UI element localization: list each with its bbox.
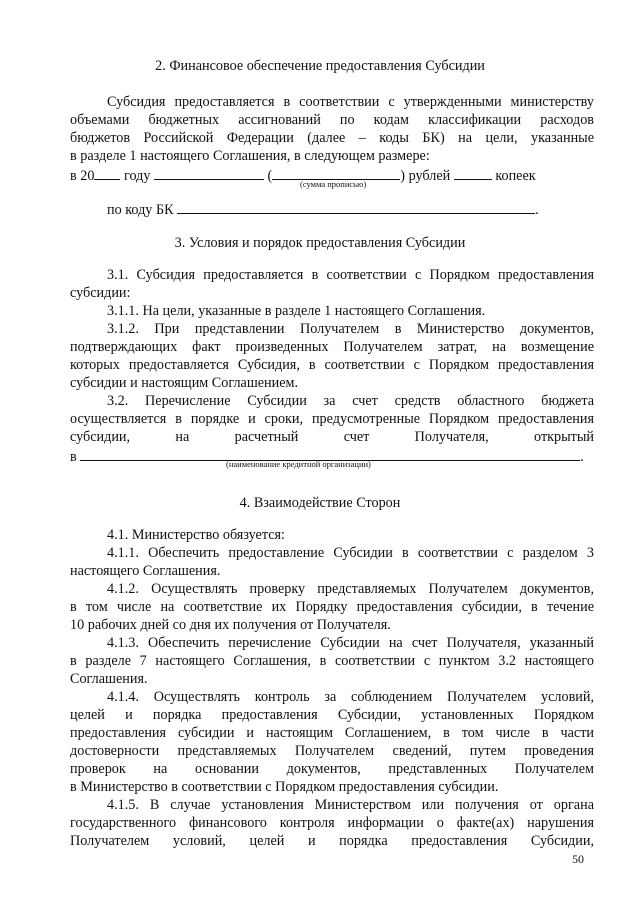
section-4-line-11: целей и порядка предоставления Субсидии, установленных Порядком xyxy=(70,707,594,723)
bank-name-note: (наименование кредитной организации) xyxy=(226,459,371,469)
section-4-line-15: в Министерство в соответствии с Порядком предоставления субсидии. xyxy=(70,779,499,795)
section-3-heading: 3. Условия и порядок предоставления Субсидии xyxy=(174,235,466,251)
amount-number-blank[interactable] xyxy=(154,165,264,180)
rub-word: рублей xyxy=(408,168,451,184)
section-4-line-17: государственного финансового контроля информации о факте(ах) нарушения xyxy=(70,815,594,831)
section-4-line-18: Получателем условий, целей и порядка предоставления Субсидии, xyxy=(70,833,594,849)
section-3-line-5: подтверждающих факт произведенных Получателем затрат, на возмещение xyxy=(70,339,594,355)
bank-line: в . xyxy=(70,446,594,466)
section-4-line-14: проверок на основании документов, представленных Получателем xyxy=(70,761,594,777)
section-4-line-13: достоверности представляемых Получателем сведений, путем проведения xyxy=(70,743,594,759)
section-3-line-9: осуществляется в порядке и сроки, предусмотренные Порядком предоставления xyxy=(70,411,594,427)
kopeck-blank[interactable] xyxy=(454,165,492,180)
section-4-line-10: 4.1.4. Осуществлять контроль за соблюдением Получателем условий, xyxy=(107,689,594,705)
section-2-line-3: бюджетов Российской Федерации (далее – коды БК) на цели, указанные xyxy=(70,130,594,146)
section-3-line-4: 3.1.2. При представлении Получателем в Министерство документов, xyxy=(107,321,594,337)
kop-word: копеек xyxy=(495,168,536,184)
section-4-line-8: в разделе 7 настоящего Соглашения, в соответствии с пунктом 3.2 настоящего xyxy=(70,653,594,669)
section-2-heading: 2. Финансовое обеспечение предоставления Субсидии xyxy=(155,58,485,74)
section-4-line-7: 4.1.3. Обеспечить перечисление Субсидии на счет Получателя, указанный xyxy=(107,635,594,651)
section-4-line-5: в том числе на соответствие их Порядку предоставления субсидии, в течение xyxy=(70,599,594,615)
section-3-line-10: субсидии, на расчетный счет Получателя, открытый xyxy=(70,429,594,445)
year-word: году xyxy=(123,168,151,184)
section-4-heading: 4. Взаимодействие Сторон xyxy=(239,495,401,511)
section-4-line-4: 4.1.2. Осуществлять проверку представляемых Получателем документов, xyxy=(107,581,594,597)
section-3-line-6: которых предоставляется Субсидия, в соответствии с Порядком предоставления xyxy=(70,357,594,373)
section-4-line-9: Соглашения. xyxy=(70,671,148,687)
section-4-line-1: 4.1. Министерство обязуется: xyxy=(107,527,285,543)
year-prefix: в 20 xyxy=(70,168,95,184)
section-3-line-1: 3.1. Субсидия предоставляется в соответствии с Порядком предоставления xyxy=(107,267,594,283)
year-blank[interactable] xyxy=(94,165,120,180)
section-4-line-6: 10 рабочих дней со дня их получения от Получателя. xyxy=(70,617,391,633)
section-4-line-16: 4.1.5. В случае установления Министерством или получения от органа xyxy=(107,797,594,813)
section-2-line-1: Субсидия предоставляется в соответствии с утвержденными министерству xyxy=(107,94,594,110)
page-number: 50 xyxy=(572,852,584,866)
section-4-line-3: настоящего Соглашения. xyxy=(70,563,221,579)
section-4-line-2: 4.1.1. Обеспечить предоставление Субсидии в соответствии с разделом 3 xyxy=(107,545,594,561)
section-3-line-3: 3.1.1. На цели, указанные в разделе 1 настоящего Соглашения. xyxy=(107,303,486,319)
amount-words-blank[interactable] xyxy=(272,165,400,180)
section-2-line-4: в разделе 1 настоящего Соглашения, в следующем размере: xyxy=(70,148,430,164)
section-3-line-8: 3.2. Перечисление Субсидии за счет средств областного бюджета xyxy=(107,393,594,409)
section-3-line-7: субсидии и настоящим Соглашением. xyxy=(70,375,299,391)
bank-prefix: в xyxy=(70,449,77,465)
section-3-line-2: субсидии: xyxy=(70,285,131,301)
bk-prefix: по коду БК xyxy=(107,202,174,218)
section-4-line-12: предоставления субсидии и настоящим Соглашением, в том числе в части xyxy=(70,725,594,741)
bk-code-blank[interactable] xyxy=(177,199,535,214)
bk-code-line: по коду БК . xyxy=(107,199,567,219)
section-2-line-2: объемами бюджетных ассигнований по кодам классификации расходов xyxy=(70,112,594,128)
amount-words-note: (сумма прописью) xyxy=(300,179,367,189)
amount-line: в 20 году ( ) рублей копеек xyxy=(70,165,594,185)
